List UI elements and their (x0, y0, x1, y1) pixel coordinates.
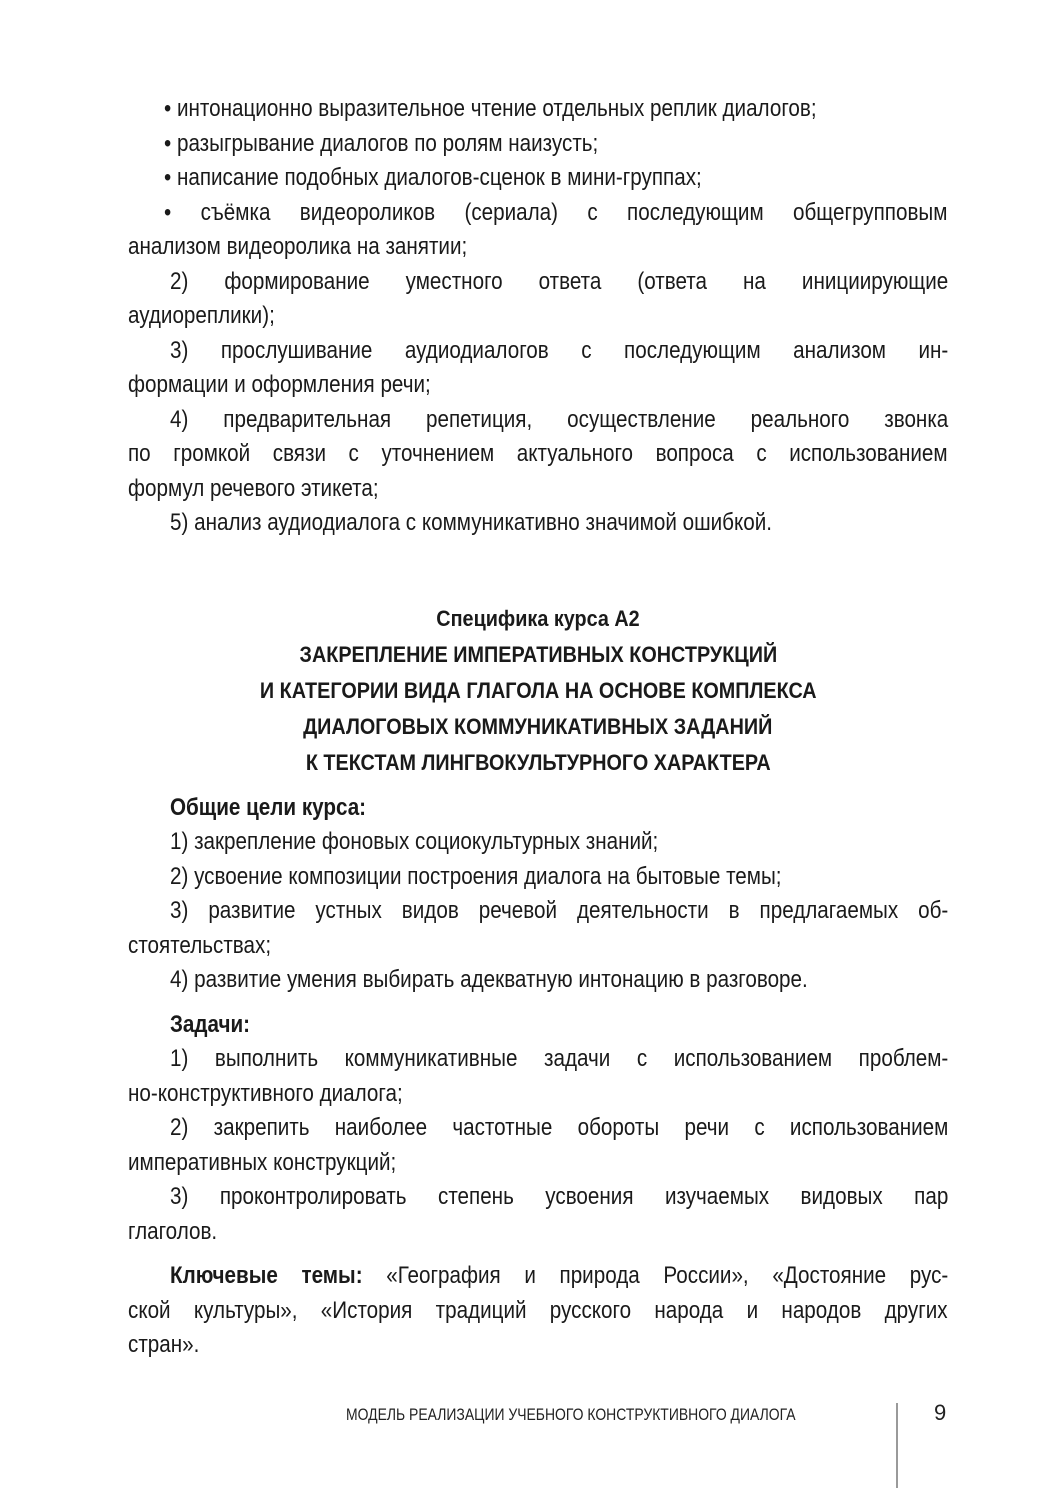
task-item-cont: но-конструктивного диалога; (128, 1079, 403, 1107)
key-topics-cont: ской культуры», «История традиций русского народа и народов других (128, 1296, 948, 1324)
task-item: 1) выполнить коммуникативные задачи с использованием проблем- (170, 1045, 949, 1072)
goal-item: 1) закрепление фоновых социокультурных знаний; (170, 828, 659, 855)
list-item-4-cont: формул речевого этикета; (128, 474, 379, 502)
footer-divider (896, 1403, 898, 1488)
key-topics-label: Ключевые темы: (170, 1262, 363, 1289)
task-item-cont: глаголов. (128, 1217, 218, 1245)
goal-item: 3) развитие устных видов речевой деятельности в предлагаемых об- (170, 897, 949, 924)
bullet-item-continuation: анализом видеоролика на занятии; (128, 233, 468, 260)
task-item: 3) проконтролировать степень усвоения изучаемых видовых пар (170, 1183, 949, 1210)
key-topics-cont: стран». (128, 1331, 200, 1358)
list-item-3-cont: формации и оформления речи; (128, 371, 431, 398)
key-topics-text: «География и природа России», «Достояние рус- (362, 1262, 949, 1289)
task-item: 2) закрепить наиболее частотные обороты речи с использованием (170, 1114, 949, 1141)
task-item-cont: императивных конструкций; (128, 1148, 397, 1176)
list-item-3: 3) прослушивание аудиодиалогов с последующим анализом ин- (170, 336, 949, 364)
section-heading: Специфика курса А2 (436, 605, 640, 631)
page-number: 9 (934, 1400, 947, 1425)
bullet-item: • съёмка видеороликов (сериала) с последующим общегрупповым (164, 198, 948, 226)
section-title-line: К ТЕКСТАМ ЛИНГВОКУЛЬТУРНОГО ХАРАКТЕРА (305, 749, 771, 775)
bullet-item: • разыгрывание диалогов по ролям наизусть; (164, 129, 599, 157)
list-item-2-cont: аудиореплики); (128, 302, 275, 329)
list-item-2: 2) формирование уместного ответа (ответа на инициирующие (170, 267, 949, 295)
list-item-4-cont: по громкой связи с уточнением актуального вопроса с использованием (128, 440, 948, 467)
key-topics-paragraph (128, 1259, 948, 1294)
running-title: МОДЕЛЬ РЕАЛИЗАЦИИ УЧЕБНОГО КОНСТРУКТИВНОГО ДИАЛОГА (346, 1405, 796, 1424)
goal-item-cont: стоятельствах; (128, 931, 272, 959)
goal-item: 2) усвоение композиции построения диалога на бытовые темы; (170, 862, 782, 890)
bullet-item: • интонационно выразительное чтение отдельных реплик диалогов; (164, 95, 817, 122)
goal-item: 4) развитие умения выбирать адекватную интонацию в разговоре. (170, 966, 808, 993)
section-title-line: ДИАЛОГОВЫХ КОММУНИКАТИВНЫХ ЗАДАНИЙ (303, 713, 773, 739)
bullet-item: • написание подобных диалогов-сценок в мини-группах; (164, 164, 702, 191)
page-body (128, 92, 948, 1363)
goals-label: Общие цели курса: (170, 793, 367, 821)
section-title-line: ЗАКРЕПЛЕНИЕ ИМПЕРАТИВНЫХ КОНСТРУКЦИЙ (299, 641, 777, 667)
section-title-line: И КАТЕГОРИИ ВИДА ГЛАГОЛА НА ОСНОВЕ КОМПЛЕКСА (259, 677, 817, 703)
list-item-4: 4) предварительная репетиция, осуществление реального звонка (170, 405, 949, 433)
list-item-5: 5) анализ аудиодиалога с коммуникативно значимой ошибкой. (170, 509, 773, 536)
tasks-label: Задачи: (170, 1010, 251, 1038)
